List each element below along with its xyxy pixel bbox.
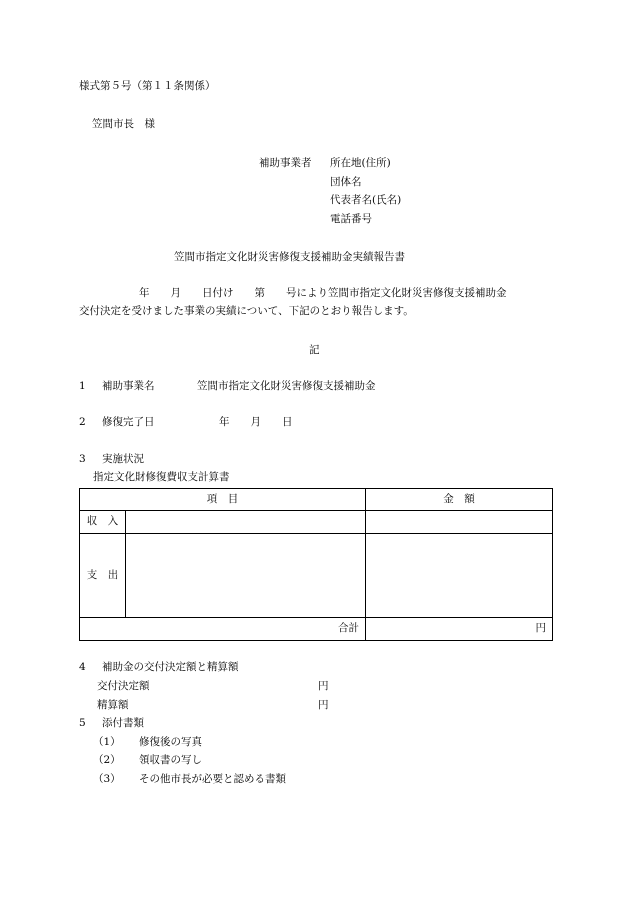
attachment-3-number: （3） [93,773,121,785]
attachment-2-text: 領収書の写し [139,754,202,766]
applicant-rep-label: 代表者名(氏名) [330,194,402,206]
form-number: 様式第５号（第１１条関係） [79,80,216,92]
income-label: 収 入 [80,511,126,534]
applicant-label: 補助事業者 [259,157,312,169]
expense-amount-cell [366,534,553,618]
section-2-number: 2 [79,416,86,428]
decided-amount-unit: 円 [318,680,329,692]
budget-table [79,488,553,641]
section-3-label: 実施状況 [102,453,144,465]
applicant-org-label: 団体名 [330,176,362,188]
header-item: 項 目 [80,489,366,511]
total-unit: 円 [366,618,553,641]
table-header-row [80,489,553,511]
expense-item-cell [126,534,366,618]
section-1-value: 笠間市指定文化財災害修復支援補助金 [197,380,376,392]
attachment-1-text: 修復後の写真 [139,736,202,748]
section-1-label: 補助事業名 [102,380,155,392]
ki-heading: 記 [309,344,320,356]
intro-line-2: 交付決定を受けました事業の実績について、下記のとおり報告します。 [79,305,414,317]
section-1-number: 1 [79,380,86,392]
section-4-label: 補助金の交付決定額と精算額 [102,661,239,673]
intro-line-1: 年 月 日付け 第 号により笠間市指定文化財災害修復支援補助金 [139,287,507,299]
attachment-3-text: その他市長が必要と認める書類 [139,773,286,785]
applicant-address-label: 所在地(住所) [330,157,391,169]
addressee: 笠間市長 様 [92,118,155,130]
section-5-number: 5 [79,717,86,729]
section-3-number: 3 [79,453,86,465]
section-2-value: 年 月 日 [219,416,293,428]
section-5-label: 添付書類 [102,717,144,729]
income-amount-cell [366,511,553,534]
table-row-expense [80,534,553,618]
table-row-total [80,618,553,641]
decided-amount-label: 交付決定額 [97,680,150,692]
expense-label: 支 出 [80,534,126,618]
settled-amount-label: 精算額 [97,699,129,711]
section-3-subtitle: 指定文化財修復費収支計算書 [93,471,230,483]
total-label: 合計 [80,618,366,641]
attachment-1-number: （1） [93,736,121,748]
applicant-phone-label: 電話番号 [330,213,372,225]
section-4-number: 4 [79,661,86,673]
settled-amount-unit: 円 [318,699,329,711]
section-2-label: 修復完了日 [102,416,155,428]
document-title: 笠間市指定文化財災害修復支援補助金実績報告書 [174,251,405,263]
table-row-income [80,511,553,534]
attachment-2-number: （2） [93,754,121,766]
income-item-cell [126,511,366,534]
header-amount: 金 額 [366,489,553,511]
